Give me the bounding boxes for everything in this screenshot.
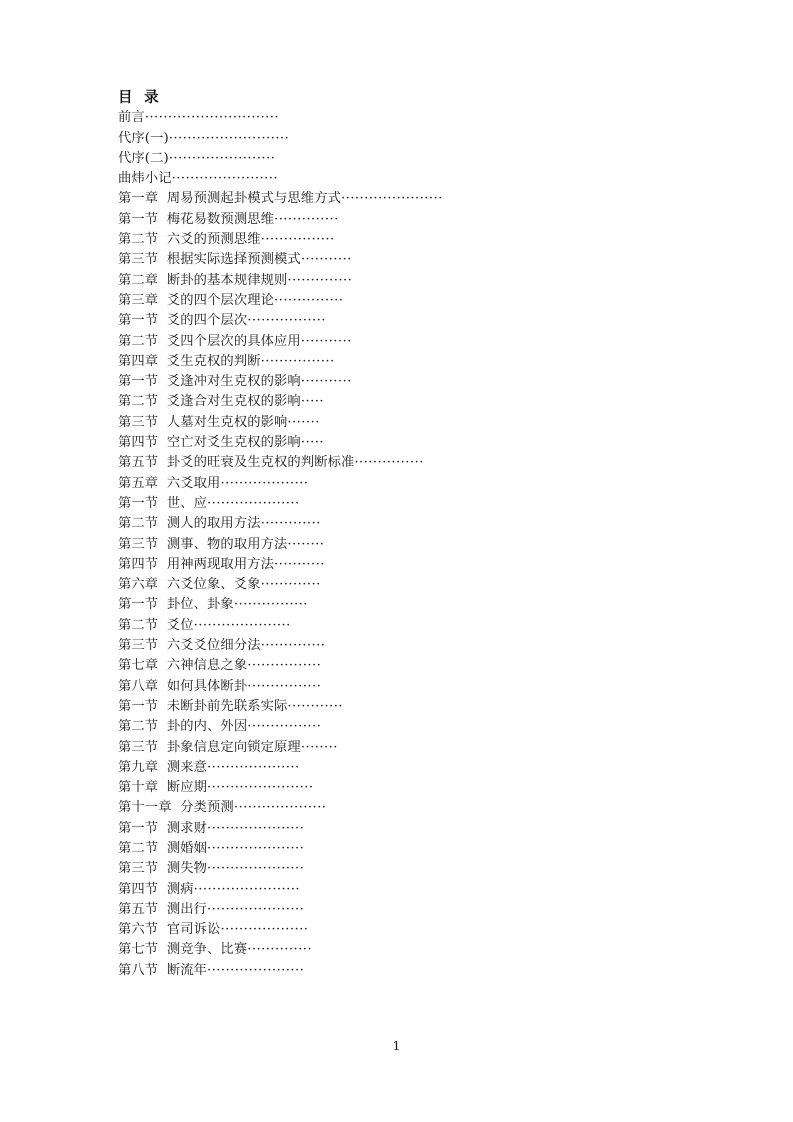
toc-entry-label: 第一节 爻逢冲对生克权的影响 (118, 374, 301, 390)
toc-dot-leader: ······················· (168, 150, 276, 166)
toc-dot-leader: ··················· (220, 475, 309, 491)
toc-entry[interactable] (118, 230, 678, 250)
toc-dot-leader: ······················ (341, 191, 443, 207)
toc-entry[interactable] (118, 189, 678, 209)
page-title: 目 录 (118, 89, 160, 106)
toc-dot-leader: ·············· (274, 211, 339, 227)
toc-entry-label: 第二节 六爻的预测思维 (118, 232, 261, 248)
toc-dot-leader: ················ (247, 719, 322, 735)
toc-entry[interactable] (118, 656, 678, 676)
toc-entry-label: 第八节 断流年 (118, 962, 208, 978)
toc-dot-leader: ····· (300, 435, 324, 451)
toc-dot-leader: ···················· (207, 759, 300, 775)
toc-entry[interactable] (118, 940, 678, 960)
toc-entry-label: 第十一章 分类预测 (118, 800, 234, 816)
toc-dot-leader: ····················· (207, 901, 305, 917)
toc-entry-label: 代序(一) (118, 130, 169, 146)
toc-entry[interactable] (118, 555, 678, 575)
toc-dot-leader: ················ (247, 678, 322, 694)
toc-dot-leader: ················· (247, 313, 326, 329)
toc-dot-leader: ··········· (274, 556, 325, 572)
toc-dot-leader: ··········· (300, 333, 352, 349)
toc-entry[interactable] (118, 900, 678, 920)
toc-entry-label: 第一节 梅花易数预测思维 (118, 211, 275, 227)
toc-entry-label: 第二节 爻四个层次的具体应用 (118, 333, 301, 349)
toc-entry[interactable] (118, 169, 678, 189)
toc-dot-leader: ······················· (171, 171, 279, 187)
toc-entry[interactable] (118, 738, 678, 758)
toc-dot-leader: ·············· (287, 272, 353, 288)
toc-dot-leader: ·············· (260, 638, 326, 654)
toc-entry[interactable] (118, 616, 678, 636)
toc-entry-label: 第三节 测事、物的取用方法 (118, 536, 288, 552)
toc-entry[interactable] (118, 271, 678, 291)
toc-entry-label: 第二节 卦的内、外因 (118, 719, 248, 735)
toc-entry[interactable] (118, 392, 678, 412)
toc-dot-leader: ········ (287, 536, 325, 552)
toc-entry[interactable] (118, 961, 678, 981)
toc-entry-label: 第一节 未断卦前先联系实际 (118, 698, 288, 714)
toc-entry-label: 第二节 测人的取用方法 (118, 516, 261, 532)
toc-dot-leader: ······· (287, 414, 320, 430)
toc-entry-label: 第三节 人墓对生克权的影响 (118, 414, 288, 430)
toc-dot-leader: ······················· (193, 881, 301, 897)
toc-dot-leader: ······················· (207, 780, 314, 796)
toc-entry[interactable] (118, 413, 678, 433)
toc-dot-leader: ············· (260, 577, 321, 593)
toc-entry[interactable] (118, 575, 678, 595)
toc-dot-leader: ···················· (233, 800, 327, 816)
toc-entry[interactable] (118, 819, 678, 839)
toc-entry-label: 第六章 六爻位象、爻象 (118, 577, 261, 593)
table-of-contents (118, 88, 678, 981)
toc-entry-label: 第五节 卦爻的旺衰及生克权的判断标准 (118, 455, 355, 471)
toc-entry-label: 第二节 测婚姻 (118, 840, 208, 856)
toc-entry-label: 第十章 断应期 (118, 780, 208, 796)
toc-entry[interactable] (118, 535, 678, 555)
toc-dot-leader: ········ (300, 739, 338, 755)
toc-entry-label: 第三节 测失物 (118, 861, 208, 877)
toc-entry[interactable] (118, 758, 678, 778)
toc-entry-label: 第二节 爻逢合对生克权的影响 (118, 394, 301, 410)
toc-entry[interactable] (118, 291, 678, 311)
toc-entry-label: 前言 (118, 110, 145, 126)
toc-dot-leader: ················ (260, 353, 335, 369)
page-number: 1 (392, 1038, 401, 1053)
toc-entry[interactable] (118, 352, 678, 372)
toc-entry-label: 第一节 测求财 (118, 820, 208, 836)
toc-dot-leader: ···················· (207, 495, 300, 511)
toc-entry[interactable] (118, 839, 678, 859)
toc-dot-leader: ················ (247, 658, 322, 674)
toc-entry-list (118, 108, 678, 981)
toc-entry-label: 第七节 测竞争、比赛 (118, 942, 248, 958)
toc-entry[interactable] (118, 108, 678, 128)
toc-entry[interactable] (118, 717, 678, 737)
toc-entry[interactable] (118, 514, 678, 534)
toc-entry-label: 第一节 世、应 (118, 495, 208, 511)
toc-entry-label: 第四节 空亡对爻生克权的影响 (118, 435, 301, 451)
toc-dot-leader: ····················· (207, 861, 305, 877)
toc-dot-leader: ·························· (168, 130, 290, 146)
toc-dot-leader: ·············· (247, 942, 313, 958)
toc-dot-leader: ··········· (300, 374, 352, 390)
toc-entry[interactable] (118, 311, 678, 331)
toc-dot-leader: ················ (233, 597, 308, 613)
toc-dot-leader: ··················· (220, 922, 309, 938)
toc-entry[interactable] (118, 372, 678, 392)
toc-entry-label: 第五节 测出行 (118, 901, 208, 917)
toc-dot-leader: ····················· (193, 617, 291, 633)
toc-dot-leader: ············· (260, 516, 321, 532)
toc-entry-label: 第三章 爻的四个层次理论 (118, 292, 275, 308)
toc-entry-label: 第五章 六爻取用 (118, 475, 221, 491)
toc-entry-label: 曲炜小记 (118, 171, 172, 187)
toc-dot-leader: ····························· (144, 110, 279, 126)
toc-entry[interactable] (118, 859, 678, 879)
toc-dot-leader: ····· (300, 394, 324, 410)
toc-entry[interactable] (118, 697, 678, 717)
toc-entry[interactable] (118, 474, 678, 494)
toc-entry[interactable] (118, 636, 678, 656)
toc-entry-label: 第七章 六神信息之象 (118, 658, 248, 674)
toc-dot-leader: ··············· (274, 292, 344, 308)
toc-entry[interactable] (118, 494, 678, 514)
toc-entry-label: 第四节 用神两现取用方法 (118, 556, 275, 572)
toc-entry[interactable] (118, 920, 678, 940)
toc-dot-leader: ··········· (300, 252, 352, 268)
toc-entry-label: 第三节 根据实际选择预测模式 (118, 252, 301, 268)
toc-entry-label: 代序(二) (118, 150, 169, 166)
toc-entry-label: 第九章 测来意 (118, 759, 208, 775)
toc-entry-label: 第四节 测病 (118, 881, 194, 897)
toc-dot-leader: ············ (287, 698, 343, 714)
toc-entry-label: 第四章 爻生克权的判断 (118, 353, 261, 369)
toc-entry[interactable] (118, 149, 678, 169)
toc-entry[interactable] (118, 210, 678, 230)
toc-entry-label: 第六节 官司诉讼 (118, 922, 221, 938)
toc-entry-label: 第三节 六爻爻位细分法 (118, 638, 261, 654)
toc-entry[interactable] (118, 250, 678, 270)
toc-entry-label: 第三节 卦象信息定向锁定原理 (118, 739, 301, 755)
toc-entry[interactable] (118, 453, 678, 473)
toc-entry-label: 第二节 爻位 (118, 617, 194, 633)
toc-entry-label: 第一章 周易预测起卦模式与思维方式 (118, 191, 342, 207)
toc-dot-leader: ····················· (207, 840, 305, 856)
toc-dot-leader: ····················· (207, 962, 305, 978)
toc-dot-leader: ················ (260, 232, 335, 248)
toc-entry[interactable] (118, 778, 678, 798)
toc-entry[interactable] (118, 332, 678, 352)
toc-entry-label: 第二章 断卦的基本规律规则 (118, 272, 288, 288)
toc-entry[interactable] (118, 677, 678, 697)
toc-entry[interactable] (118, 798, 678, 818)
toc-entry-label: 第一节 卦位、卦象 (118, 597, 234, 613)
toc-entry-label: 第一节 爻的四个层次 (118, 313, 248, 329)
toc-entry-label: 第八章 如何具体断卦 (118, 678, 248, 694)
toc-entry[interactable] (118, 433, 678, 453)
toc-entry[interactable] (118, 129, 678, 149)
toc-dot-leader: ····················· (207, 820, 305, 836)
toc-entry[interactable] (118, 595, 678, 615)
toc-entry[interactable] (118, 880, 678, 900)
toc-dot-leader: ··············· (354, 455, 424, 471)
